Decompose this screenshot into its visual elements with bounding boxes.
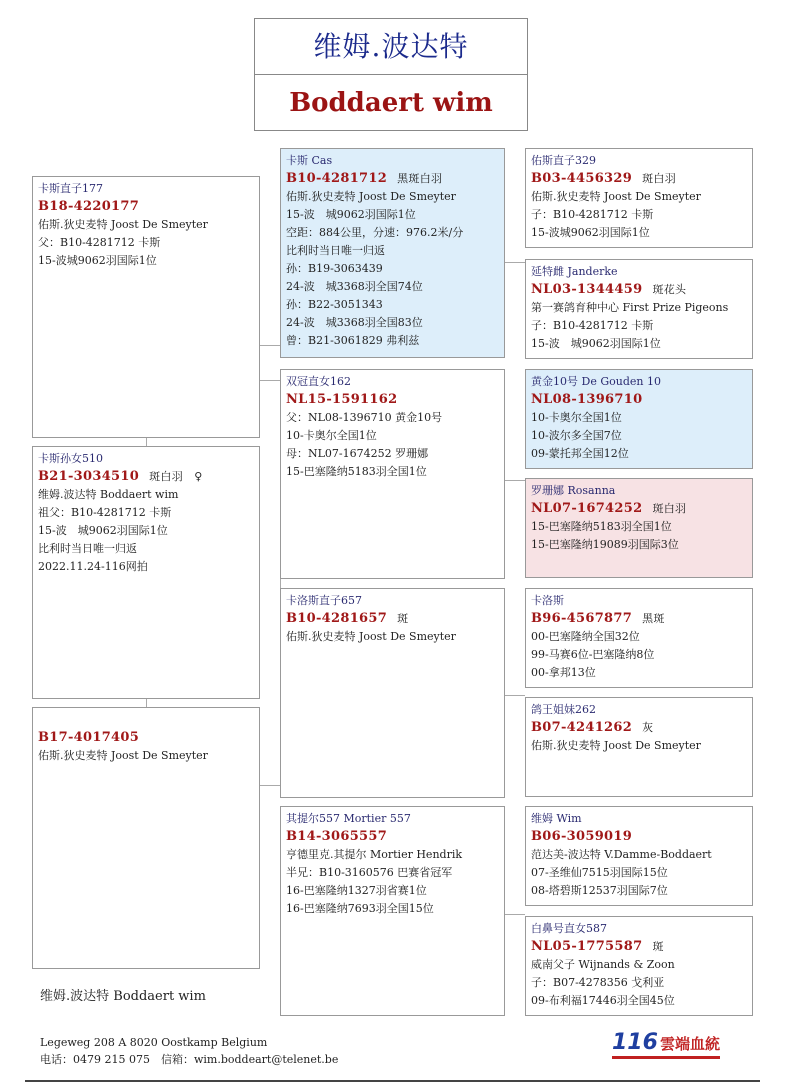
- ring-number-row: [531, 170, 747, 188]
- pedigree-card-grandsire-paternal[interactable]: [280, 148, 505, 358]
- pedigree-card-subject[interactable]: [32, 446, 260, 699]
- pedigree-card-ggsire-2[interactable]: [525, 369, 753, 469]
- ring-number: B96-4567877: [531, 611, 633, 626]
- connector-line: [505, 695, 525, 696]
- bottom-rule: [25, 1080, 760, 1082]
- pedigree-note: 2022.11.24-116网拍: [38, 560, 148, 573]
- bird-name: 卡洛斯直子657: [286, 594, 362, 607]
- pedigree-note: 子：B10-4281712 卡斯: [531, 208, 654, 221]
- ring-number: B21-3034510: [38, 469, 140, 484]
- ring-number-row: [531, 828, 747, 846]
- pedigree-note: 15-巴塞隆纳5183羽全国1位: [531, 520, 672, 533]
- pedigree-note: 范达美-波达特 V.Damme-Boddaert: [531, 848, 712, 861]
- ring-number: NL03-1344459: [531, 282, 643, 297]
- ring-number-row: [531, 610, 747, 628]
- bird-name: [38, 711, 254, 729]
- pedigree-note: 孙：B19-3063439: [286, 262, 383, 275]
- ring-number: B10-4281657: [286, 611, 388, 626]
- bird-name: 佑斯直子329: [531, 154, 596, 167]
- pedigree-note: 比利时当日唯一归返: [38, 542, 137, 555]
- pedigree-note: 10-卡奥尔全国1位: [531, 411, 622, 424]
- footer-contact-block: [40, 1034, 338, 1068]
- pedigree-note: 15-巴塞隆纳19089羽国际3位: [531, 538, 679, 551]
- ring-number-row: [531, 391, 747, 409]
- owner-english-name: Boddaert wim: [289, 88, 493, 118]
- pedigree-card-granddam-paternal[interactable]: [280, 369, 505, 579]
- pedigree-note: 威南父子 Wijnands & Zoon: [531, 958, 675, 971]
- plumage-color: 斑: [397, 612, 409, 625]
- owner-chinese-name: 维姆.波达特: [255, 19, 527, 75]
- bird-name: 卡斯 Cas: [286, 154, 333, 167]
- pedigree-note: 16-巴塞隆纳7693羽全国15位: [286, 902, 434, 915]
- pedigree-header: [254, 18, 528, 131]
- ring-number-row: [286, 828, 499, 846]
- pedigree-note: 比利时当日唯一归返: [286, 244, 385, 257]
- pedigree-note: 第一赛鸽育种中心 First Prize Pigeons: [531, 301, 729, 314]
- plumage-color: 黑斑: [642, 612, 665, 625]
- pedigree-card-granddam-maternal[interactable]: [280, 806, 505, 1016]
- plumage-color: 斑白羽 ♀: [149, 470, 203, 483]
- pedigree-note: 24-波 城3368羽全国74位: [286, 280, 423, 293]
- pedigree-note: 07-圣维仙7515羽国际15位: [531, 866, 668, 879]
- pedigree-note: 空距：884公里，分速：976.2米/分: [286, 226, 464, 239]
- connector-line: [505, 914, 525, 915]
- pedigree-card-ggsire-4[interactable]: [525, 806, 753, 906]
- bird-name: 卡洛斯: [531, 594, 564, 607]
- bird-name: 卡斯孙女510: [38, 452, 103, 465]
- logo-underline: [612, 1056, 720, 1059]
- footer-owner: 维姆.波达特 Boddaert wim: [40, 989, 206, 1004]
- pedigree-note: 半兄：B10-3160576 巴赛省冠军: [286, 866, 453, 879]
- pedigree-note: 15-波 城9062羽国际1位: [286, 208, 416, 221]
- pedigree-note: 08-塔碧斯12537羽国际7位: [531, 884, 668, 897]
- ring-number-row: [38, 729, 254, 747]
- ring-number-row: [286, 610, 499, 628]
- pedigree-note: 亨德里克.其提尔 Mortier Hendrik: [286, 848, 463, 861]
- pedigree-note: 子：B10-4281712 卡斯: [531, 319, 654, 332]
- pedigree-note: 99-马赛6位-巴塞隆纳8位: [531, 648, 655, 661]
- ring-number-row: [531, 500, 747, 518]
- ring-number: B17-4017405: [38, 730, 140, 745]
- pedigree-note: 曾：B21-3061829 弗利兹: [286, 334, 420, 347]
- ring-number: B06-3059019: [531, 829, 633, 844]
- brand-logo: [612, 1030, 720, 1055]
- ring-number-row: [38, 198, 254, 216]
- pedigree-card-ggdam-4[interactable]: [525, 916, 753, 1016]
- connector-line: [280, 578, 281, 588]
- pedigree-card-ggdam-2[interactable]: [525, 478, 753, 578]
- ring-number-row: [286, 391, 499, 409]
- plumage-color: 斑: [652, 940, 664, 953]
- ring-number: B07-4241262: [531, 720, 633, 735]
- bird-name: 罗珊娜 Rosanna: [531, 484, 616, 497]
- pedigree-note: 佑斯.狄史麦特 Joost De Smeyter: [286, 630, 456, 643]
- ring-number-row: [531, 938, 747, 956]
- ring-number: B03-4456329: [531, 171, 633, 186]
- pedigree-note: 10-波尔多全国7位: [531, 429, 622, 442]
- bird-name: 白鼻号直女587: [531, 922, 607, 935]
- pedigree-note: 15-波 城9062羽国际1位: [38, 524, 168, 537]
- plumage-color: 灰: [642, 721, 654, 734]
- pedigree-note: 孙：B22-3051343: [286, 298, 383, 311]
- pedigree-card-ggdam-3[interactable]: [525, 697, 753, 797]
- pedigree-note: 佑斯.狄史麦特 Joost De Smeyter: [286, 190, 456, 203]
- bird-name: 双冠直女162: [286, 375, 351, 388]
- ring-number: NL15-1591162: [286, 392, 398, 407]
- pedigree-note: 维姆.波达特 Boddaert wim: [38, 488, 179, 501]
- bird-name: 卡斯直子177: [38, 182, 103, 195]
- footer-contact: 电话：0479 215 075 信箱：wim.boddeart@telenet.be: [40, 1053, 339, 1066]
- connector-line: [260, 785, 280, 786]
- pedigree-note: 祖父：B10-4281712 卡斯: [38, 506, 172, 519]
- pedigree-note: 佑斯.狄史麦特 Joost De Smeyter: [38, 749, 208, 762]
- ring-number: NL05-1775587: [531, 939, 643, 954]
- ring-number: NL07-1674252: [531, 501, 643, 516]
- pedigree-note: 佑斯.狄史麦特 Joost De Smeyter: [531, 190, 701, 203]
- pedigree-note: 15-巴塞隆纳5183羽全国1位: [286, 465, 427, 478]
- pedigree-note: 佑斯.狄史麦特 Joost De Smeyter: [531, 739, 701, 752]
- pedigree-note: 24-波 城3368羽全国83位: [286, 316, 423, 329]
- ring-number: B18-4220177: [38, 199, 140, 214]
- bird-name: 延特雌 Janderke: [531, 265, 618, 278]
- logo-text: 雲端血統: [659, 1035, 720, 1053]
- connector-line: [260, 345, 280, 346]
- footer-address: Legeweg 208 A 8020 Oostkamp Belgium: [40, 1036, 268, 1049]
- pedigree-note: 父：B10-4281712 卡斯: [38, 236, 161, 249]
- bird-name: 鸽王姐妹262: [531, 703, 596, 716]
- plumage-color: 黑斑白羽: [397, 172, 443, 185]
- pedigree-note: 16-巴塞隆纳1327羽省赛1位: [286, 884, 427, 897]
- bird-name: 其提尔557 Mortier 557: [286, 812, 411, 825]
- pedigree-note: 09-蒙托邦全国12位: [531, 447, 629, 460]
- ring-number: B10-4281712: [286, 171, 388, 186]
- plumage-color: 斑白羽: [642, 172, 676, 185]
- logo-number: 116: [612, 1030, 658, 1055]
- ring-number-row: [38, 468, 254, 486]
- ring-number-row: [531, 281, 747, 299]
- pedigree-card-sire[interactable]: [32, 176, 260, 438]
- ring-number: B14-3065557: [286, 829, 388, 844]
- ring-number: NL08-1396710: [531, 392, 643, 407]
- pedigree-card-ggsire-1[interactable]: [525, 148, 753, 248]
- pedigree-note: 佑斯.狄史麦特 Joost De Smeyter: [38, 218, 208, 231]
- connector-line: [260, 380, 280, 381]
- pedigree-note: 00-拿邦13位: [531, 666, 596, 679]
- pedigree-card-grandsire-maternal[interactable]: [280, 588, 505, 798]
- pedigree-note: 15-波 城9062羽国际1位: [531, 337, 661, 350]
- bird-name: 黄金10号 De Gouden 10: [531, 375, 661, 388]
- pedigree-note: 15-波城9062羽国际1位: [531, 226, 650, 239]
- plumage-color: 斑花头: [652, 283, 687, 296]
- pedigree-note: 09-布利福17446羽全国45位: [531, 994, 675, 1007]
- pedigree-note: 10-卡奥尔全国1位: [286, 429, 377, 442]
- pedigree-note: 子：B07-4278356 戈利亚: [531, 976, 665, 989]
- pedigree-note: 父：NL08-1396710 黄金10号: [286, 411, 443, 424]
- pedigree-card-dam[interactable]: [32, 707, 260, 969]
- pedigree-card-ggdam-1[interactable]: [525, 259, 753, 359]
- ring-number-row: [531, 719, 747, 737]
- connector-line: [505, 262, 525, 263]
- pedigree-note: 15-波城9062羽国际1位: [38, 254, 157, 267]
- pedigree-note: 母：NL07-1674252 罗珊娜: [286, 447, 429, 460]
- plumage-color: 斑白羽: [652, 502, 687, 515]
- pedigree-card-ggsire-3[interactable]: [525, 588, 753, 688]
- connector-line: [505, 480, 525, 481]
- bird-name: 维姆 Wim: [531, 812, 582, 825]
- ring-number-row: [286, 170, 499, 188]
- pedigree-note: 00-巴塞隆纳全国32位: [531, 630, 640, 643]
